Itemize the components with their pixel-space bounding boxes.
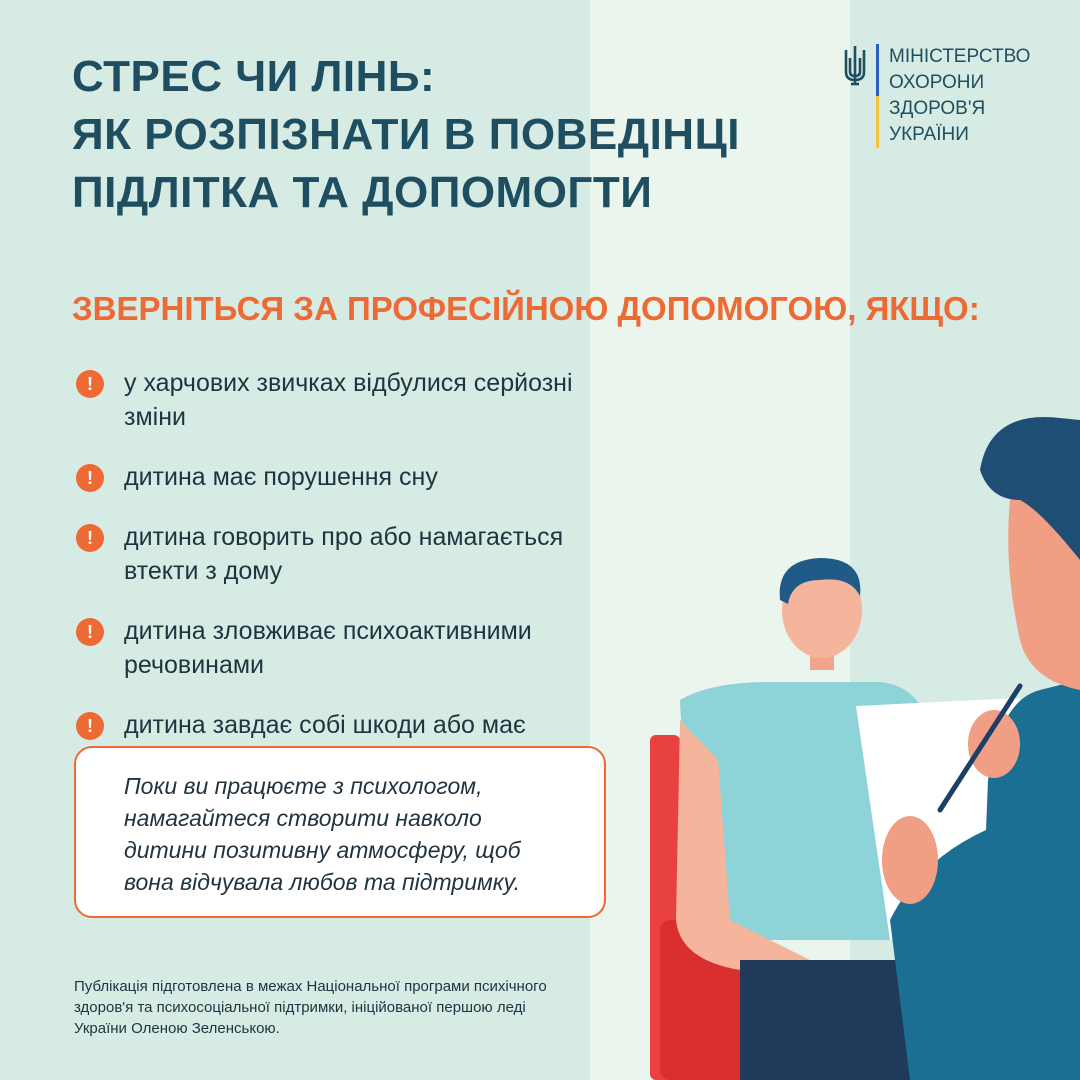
section-heading: ЗВЕРНІТЬСЯ ЗА ПРОФЕСІЙНОЮ ДОПОМОГОЮ, ЯКЩО: — [72, 290, 980, 327]
logo-line: УКРАЇНИ — [889, 124, 969, 145]
logo-divider — [876, 44, 879, 148]
trident-icon — [842, 44, 868, 88]
psychologist-hand — [968, 710, 1020, 778]
exclamation-icon: ! — [76, 712, 104, 740]
advice-text: Поки ви працюєте з психологом, намагайтеся створити навколо дитини позитивну атмосферу, щоб вона відчувала любов та підтримку. — [124, 773, 521, 895]
list-item-text: дитина має порушення сну — [124, 463, 438, 491]
logo-line: МІНІСТЕРСТВО — [889, 46, 1031, 67]
logo-text — [889, 44, 1030, 148]
title-line: ПІДЛІТКА ТА ДОПОМОГТИ — [72, 168, 653, 217]
list-item — [76, 520, 636, 588]
logo-line: ОХОРОНИ — [889, 72, 985, 93]
exclamation-icon: ! — [76, 618, 104, 646]
exclamation-icon: ! — [76, 464, 104, 492]
advice-box — [74, 746, 606, 918]
page-title — [72, 48, 772, 222]
exclamation-icon: ! — [76, 370, 104, 398]
psychologist-gesture-hand — [882, 816, 938, 904]
list-item-text: у харчових звичках відбулися серйозні зміни — [124, 369, 573, 431]
title-line: СТРЕС ЧИ ЛІНЬ: — [72, 52, 436, 101]
title-line: ЯК РОЗПІЗНАТИ В ПОВЕДІНЦІ — [72, 110, 740, 159]
list-item-text: дитина зловживає психоактивними речовинами — [124, 617, 532, 679]
ministry-logo — [842, 44, 1030, 148]
list-item — [76, 460, 636, 494]
logo-line: ЗДОРОВ'Я — [889, 98, 986, 119]
list-item-text: дитина говорить про або намагається втекти з дому — [124, 523, 564, 585]
footer-note: Публікація підготовлена в межах Національної програми психічного здоров'я та психосоціальної підтримки, ініційованої першою леді України Оленою Зеленською. — [74, 978, 547, 1037]
list-item — [76, 614, 636, 682]
therapy-session-illustration — [620, 400, 1080, 1080]
list-item — [76, 366, 636, 434]
exclamation-icon: ! — [76, 524, 104, 552]
warning-list — [76, 366, 636, 802]
list-item-text: дитина завдає собі шкоди або має — [124, 711, 526, 739]
